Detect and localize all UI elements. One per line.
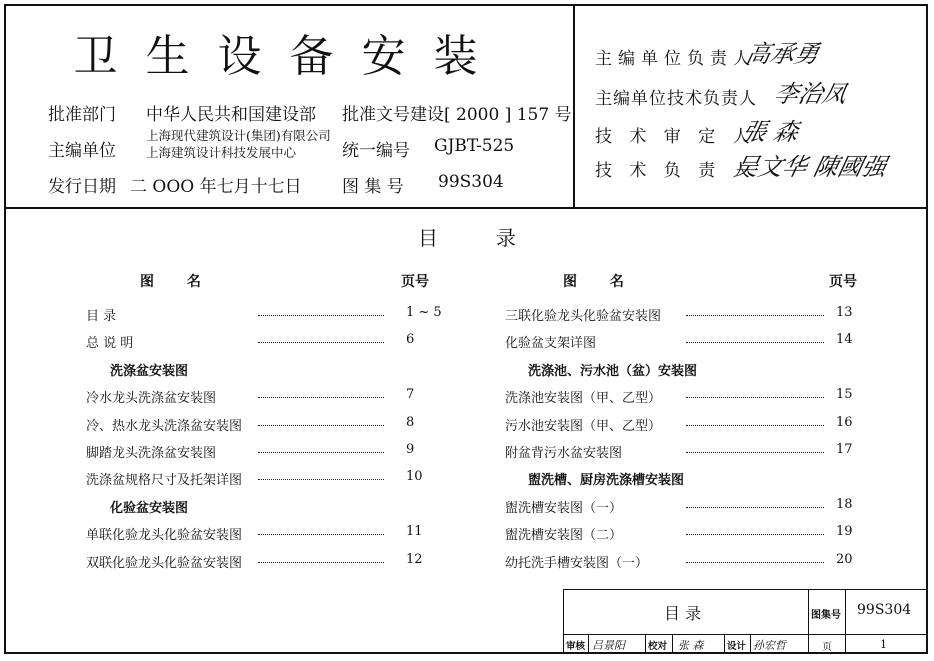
toc-entry-name: 单联化验龙头化验盆安装图 [86,528,243,544]
toc-entry-name: 洗涤盆规格尺寸及托架详图 [86,473,243,489]
signature-reviewer: 張 森 [739,118,802,146]
header-info [6,6,573,207]
toc-leader-dots [258,452,384,453]
toc-entry-name: 盥洗槽安装图（一） [505,500,623,516]
toc-entry-name: 双联化验龙头化验盆安装图 [86,555,243,571]
toc-entry-page: 8 [406,414,415,430]
toc-section-heading: 洗涤池、污水池（盆）安装图 [528,363,698,379]
toc-entry-name: 三联化验龙头化验盆安装图 [505,309,662,324]
page-value: 1 [880,638,887,651]
review-sign: 吕景阳 [592,639,625,652]
role-chief-unit: 主编单位负责人 [595,49,756,69]
toc-leader-dots [686,452,824,453]
toc-leader-dots [686,425,824,426]
toc-leader-dots [686,534,824,535]
toc-leader-dots [258,562,384,563]
signature-tech-chief: 李治凤 [771,80,850,108]
toc-leader-dots [258,534,384,535]
check-label: 校对 [648,641,668,652]
toc-entry-page: 19 [836,524,853,540]
approval-doc-label: 批准文号 [342,105,410,125]
header-divider [4,207,928,209]
toc-leader-dots [258,315,384,316]
editor-unit-label: 主编单位 [48,141,116,161]
toc-leader-dots [686,562,824,563]
page-label: 页 [822,642,832,653]
toc-entry-page: 18 [836,496,853,512]
role-technical: 技 术 负 责 人 [595,161,756,181]
toc-entry-name: 盥洗槽安装图（二） [505,528,623,544]
atlas-no-value: 99S304 [438,172,504,192]
atlas-label: 图集号 [811,610,841,621]
sheet-title: 目 录 [664,604,702,623]
right-col-name-header: 图 名 [563,274,638,290]
editor-unit-line2: 上海建筑设计科技发展中心 [146,145,297,160]
unified-no-label: 统一编号 [342,141,410,161]
toc-entry-page: 16 [836,414,853,430]
toc-entry-page: 15 [836,387,853,403]
toc-entry-name: 总 说 明 [86,336,134,352]
toc-entry-name: 脚踏龙头洗涤盆安装图 [86,446,217,461]
toc-entry-page: 7 [406,387,415,403]
right-col-page-header: 页号 [829,274,857,290]
left-col-page-header: 页号 [401,274,429,290]
toc-entry-page: 17 [836,442,853,457]
toc-leader-dots [258,479,384,480]
toc-leader-dots [258,342,384,343]
toc-entry-name: 洗涤池安装图（甲、乙型） [505,391,662,407]
toc-section-heading: 洗涤盆安装图 [110,363,189,379]
toc-entry-page: 11 [406,524,423,540]
responsible-persons [573,6,930,207]
left-col-name-header: 图 名 [140,274,215,290]
toc-entry-page: 20 [836,551,853,567]
toc-entry-page: 6 [406,332,415,348]
issue-date-label: 发行日期 [48,177,116,197]
toc-leader-dots [686,507,824,508]
toc-section-heading: 盥洗槽、厨房洗涤槽安装图 [528,473,685,489]
toc-section-heading: 化验盆安装图 [110,500,189,516]
toc-entry-page: 12 [406,551,423,567]
design-label: 设计 [727,641,747,652]
unified-no-value: GJBT-525 [434,136,515,156]
toc-entry-page: 13 [836,305,853,320]
toc-entry-page: 1 ~ 5 [406,305,442,320]
toc-leader-dots [258,397,384,398]
signature-technical: 吴文华 陳國强 [731,153,890,181]
toc-entry-name: 化验盆支架详图 [505,336,597,352]
toc-entry-name: 冷水龙头洗涤盆安装图 [86,391,217,407]
toc-entry-page: 10 [406,469,423,485]
toc-leader-dots [686,397,824,398]
atlas-value: 99S304 [857,602,912,618]
toc-entry-name: 目 录 [86,309,117,324]
toc-leader-dots [686,315,824,316]
approval-doc-value: 建设[ 2000 ] 157 号 [410,105,572,125]
atlas-no-label: 图 集 号 [342,177,404,197]
role-reviewer: 技 术 审 定 人 [595,127,756,147]
approval-dept-value: 中华人民共和国建设部 [146,105,316,125]
editor-unit-line1: 上海现代建筑设计(集团)有限公司 [146,128,331,143]
toc-entry-name: 附盆背污水盆安装图 [505,446,623,461]
approval-dept-label: 批准部门 [48,105,116,125]
issue-date-value: 二 OOO 年七月十七日 [130,177,302,197]
toc-entry-page: 14 [836,332,853,348]
toc-entry-name: 幼托洗手槽安装图（一） [505,555,649,571]
toc-entry-page: 9 [406,442,415,457]
toc-leader-dots [686,342,824,343]
check-sign: 张 森 [678,639,704,652]
document-title: 卫生设备安装 [73,31,506,82]
review-label: 审核 [566,641,586,652]
signature-chief-unit: 高承勇 [743,40,822,68]
toc-title: 目录 [418,226,574,250]
toc-leader-dots [258,425,384,426]
design-sign: 孙宏哲 [753,639,786,652]
toc-entry-name: 冷、热水龙头洗涤盆安装图 [86,418,243,434]
role-tech-chief: 主编单位技术负责人 [595,89,757,109]
toc-entry-name: 污水池安装图（甲、乙型） [505,418,662,434]
